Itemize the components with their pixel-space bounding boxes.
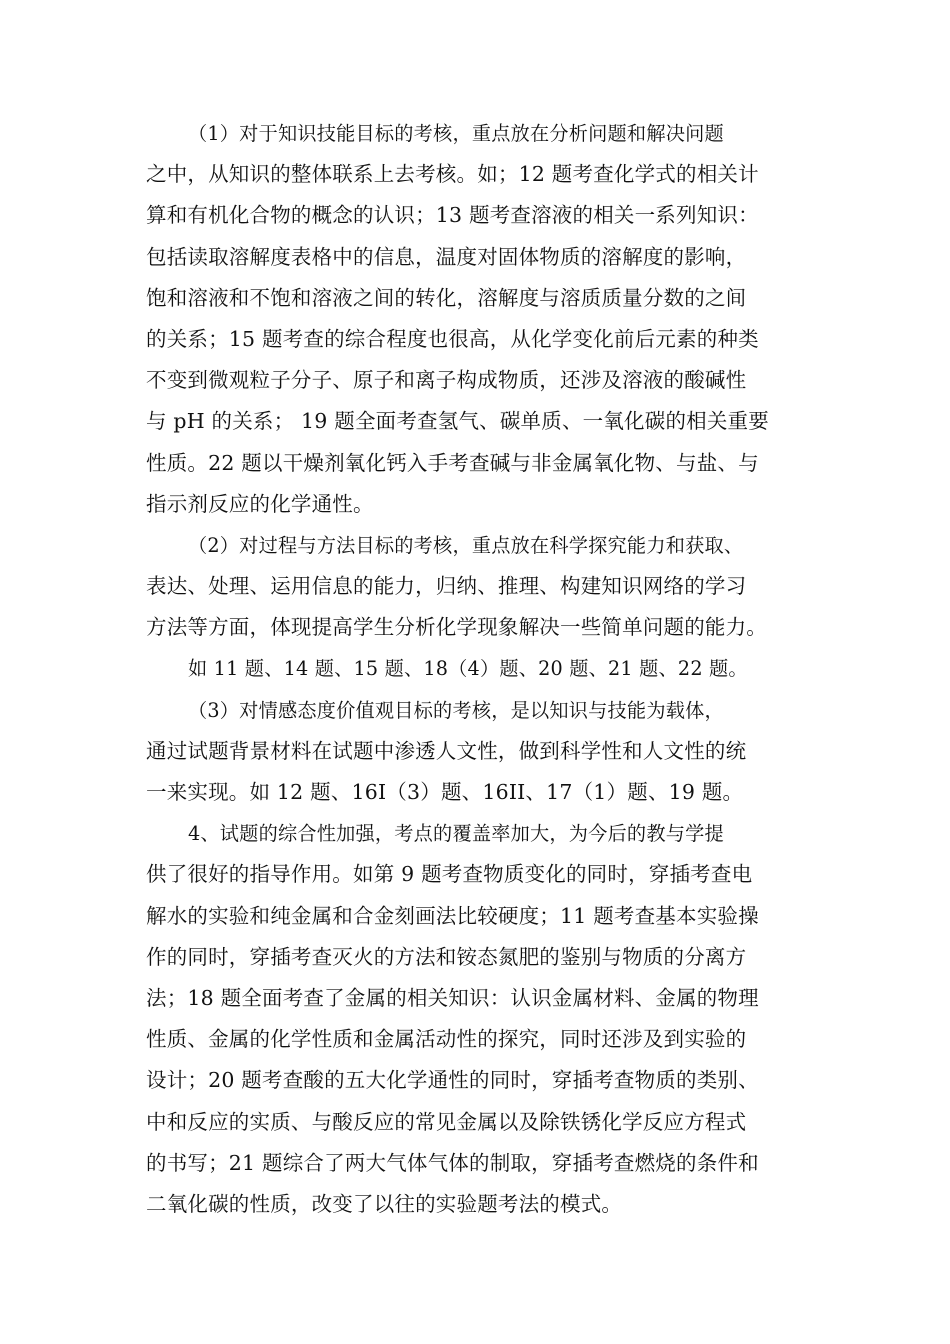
paragraph-first-line: （3）对情感态度价值观目标的考核，是以知识与技能为载体， xyxy=(188,698,724,722)
paragraph-line: 二氧化碳的性质，改变了以往的实验题考法的模式。 xyxy=(146,1191,623,1216)
paragraph-line: 算和有机化合物的概念的认识；13 题考查溶液的相关一系列知识： xyxy=(146,203,759,228)
paragraph-line: 性质、金属的化学性质和金属活动性的探究，同时还涉及到实验的 xyxy=(146,1027,747,1052)
paragraph-line: 包括读取溶解度表格中的信息，温度对固体物质的溶解度的影响， xyxy=(146,244,747,269)
paragraph-line: 性质。22 题以干燥剂氧化钙入手考查碱与非金属氧化物、与盐、与 xyxy=(146,450,759,475)
document-body xyxy=(146,113,810,1225)
paragraph-first-line: （2）对过程与方法目标的考核，重点放在科学探究能力和获取、 xyxy=(188,533,744,557)
paragraph-first-line: 如 11 题、14 题、15 题、18（4）题、20 题、21 题、22 题。 xyxy=(188,657,748,681)
paragraph-line: 的关系；15 题考查的综合程度也很高，从化学变化前后元素的种类 xyxy=(146,326,759,351)
paragraph-line: 法；18 题全面考查了金属的相关知识：认识金属材料、金属的物理 xyxy=(146,985,759,1010)
paragraph-line: 表达、处理、运用信息的能力，归纳、推理、构建知识网络的学习 xyxy=(146,574,747,599)
paragraph-first-line: 4、试题的综合性加强，考点的覆盖率加大，为今后的教与学提 xyxy=(188,822,724,846)
paragraph-line: 供了很好的指导作用。如第 9 题考查物质变化的同时，穿插考查电 xyxy=(146,862,753,887)
paragraph-line: 中和反应的实质、与酸反应的常见金属以及除铁锈化学反应方程式 xyxy=(146,1109,747,1134)
paragraph-first-line: （1）对于知识技能目标的考核，重点放在分析问题和解决问题 xyxy=(188,122,724,145)
paragraph-line: 与 pH 的关系； 19 题全面考查氢气、碳单质、一氧化碳的相关重要 xyxy=(146,409,769,434)
paragraph-line: 之中，从知识的整体联系上去考核。如；12 题考查化学式的相关计 xyxy=(146,162,759,187)
paragraph-line: 一来实现。如 12 题、16I（3）题、16II、17（1）题、19 题。 xyxy=(146,780,744,804)
paragraph-line: 饱和溶液和不饱和溶液之间的转化，溶解度与溶质质量分数的之间 xyxy=(146,285,747,310)
paragraph-line: 方法等方面，体现提高学生分析化学现象解决一些简单问题的能力。 xyxy=(146,615,767,640)
paragraph-line: 指示剂反应的化学通性。 xyxy=(146,491,374,516)
paragraph-line: 的书写；21 题综合了两大气体气体的制取，穿插考查燃烧的条件和 xyxy=(146,1150,759,1175)
paragraph-line: 设计；20 题考查酸的五大化学通性的同时，穿插考查物质的类别、 xyxy=(146,1068,759,1093)
paragraph-line: 不变到微观粒子分子、原子和离子构成物质，还涉及溶液的酸碱性 xyxy=(146,368,747,393)
paragraph-line: 通过试题背景材料在试题中渗透人文性，做到科学性和人文性的统 xyxy=(146,738,747,763)
paragraph-line: 作的同时，穿插考查灭火的方法和铵态氮肥的鉴别与物质的分离方 xyxy=(146,944,747,969)
paragraph-line: 解水的实验和纯金属和合金刻画法比较硬度；11 题考查基本实验操 xyxy=(146,903,759,928)
